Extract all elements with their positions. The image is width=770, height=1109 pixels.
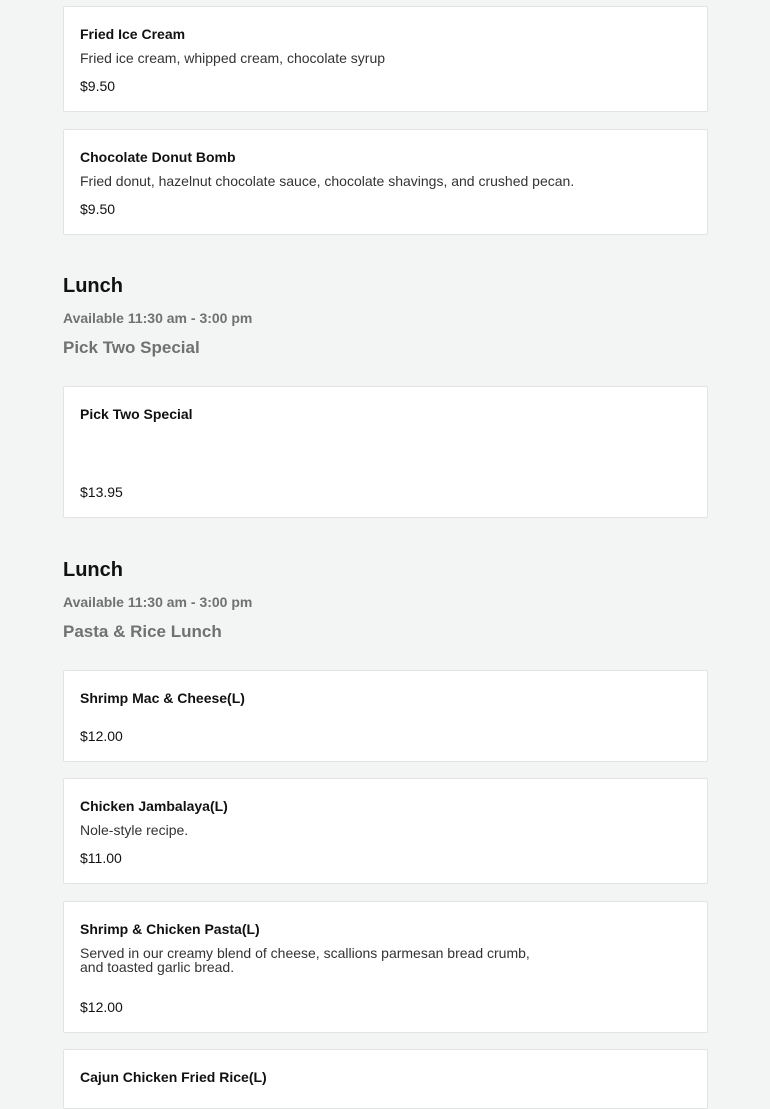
item-price: $9.50 xyxy=(80,201,116,217)
section-subtitle: Pick Two Special xyxy=(63,338,200,357)
menu-item-card[interactable] xyxy=(63,778,708,884)
section-title: Lunch xyxy=(63,275,123,297)
menu-item-card[interactable] xyxy=(63,386,708,518)
item-name: Chicken Jambalaya(L) xyxy=(80,798,228,814)
item-description: Fried ice cream, whipped cream, chocolate syrup xyxy=(80,50,386,66)
section-subtitle: Pasta & Rice Lunch xyxy=(63,622,222,641)
menu-item-card[interactable] xyxy=(63,670,708,762)
menu-item-card[interactable] xyxy=(63,901,708,1033)
item-description: Fried donut, hazelnut chocolate sauce, chocolate shavings, and crushed pecan. xyxy=(80,173,575,189)
menu-item-card[interactable] xyxy=(63,1049,708,1109)
section-availability: Available 11:30 am - 3:00 pm xyxy=(63,310,253,326)
item-name: Cajun Chicken Fried Rice(L) xyxy=(80,1069,267,1085)
item-price: $9.50 xyxy=(80,78,116,94)
item-description: Nole-style recipe. xyxy=(80,822,189,838)
item-description: Served in our creamy blend of cheese, scallions parmesan bread crumb, and toasted garlic bread. xyxy=(80,945,530,975)
item-price: $12.00 xyxy=(80,999,123,1015)
item-name: Fried Ice Cream xyxy=(80,26,186,42)
item-name: Pick Two Special xyxy=(80,406,193,422)
menu-section-pick-two xyxy=(63,274,708,358)
item-price: $11.00 xyxy=(80,850,122,866)
menu-item-card[interactable] xyxy=(63,129,708,235)
menu-item-card[interactable] xyxy=(63,6,708,112)
item-price: $12.00 xyxy=(80,728,123,744)
section-title: Lunch xyxy=(63,559,123,581)
menu-section-pasta xyxy=(63,558,708,642)
item-name: Shrimp & Chicken Pasta(L) xyxy=(80,921,260,937)
item-name: Shrimp Mac & Cheese(L) xyxy=(80,690,245,706)
item-price: $13.95 xyxy=(80,484,123,500)
item-name: Chocolate Donut Bomb xyxy=(80,149,236,165)
section-availability: Available 11:30 am - 3:00 pm xyxy=(63,594,253,610)
